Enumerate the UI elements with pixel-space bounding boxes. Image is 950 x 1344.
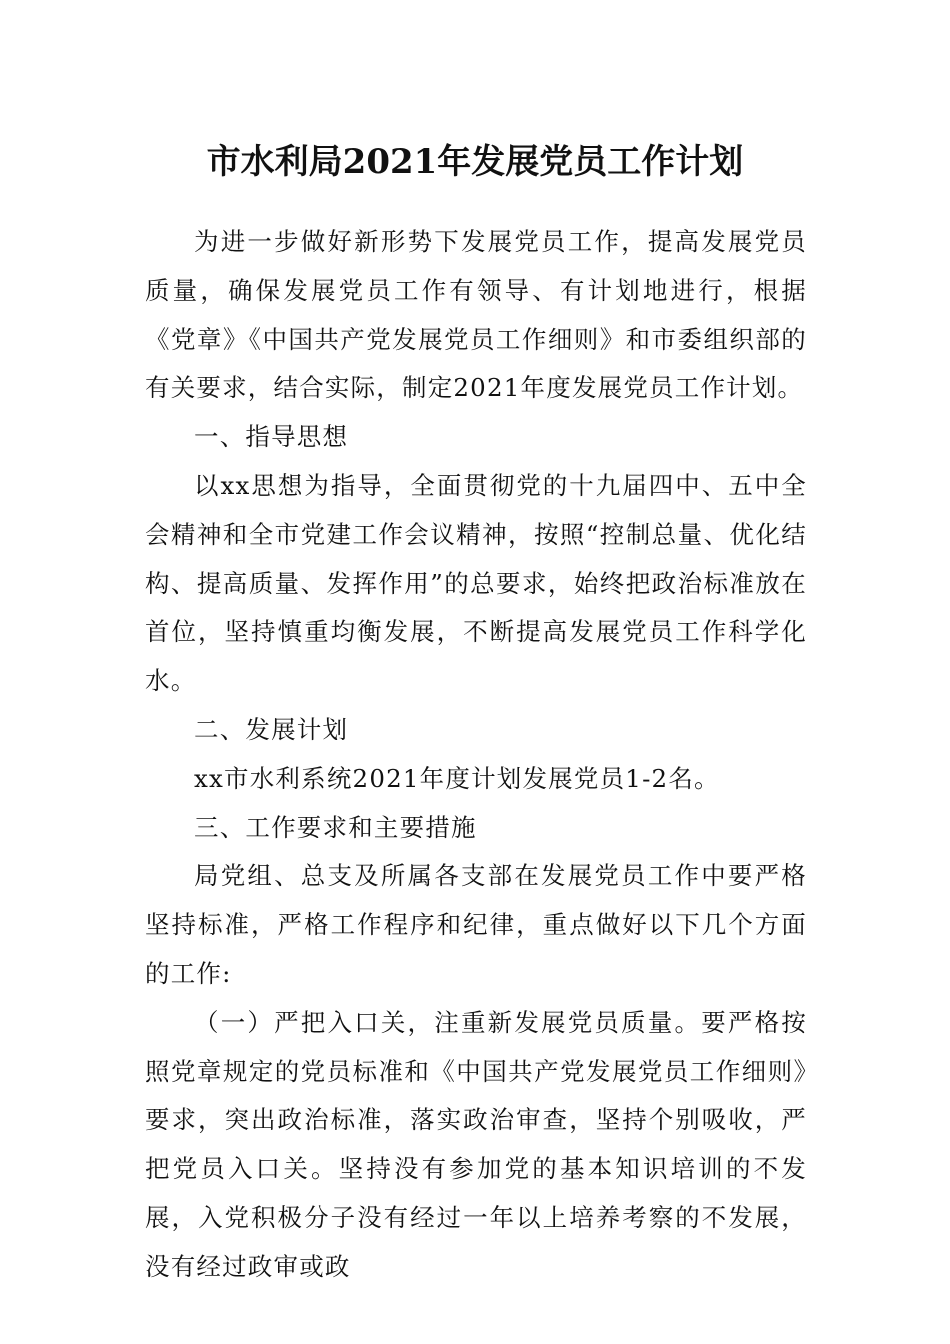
document-body	[145, 218, 807, 1292]
document-title: 市水利局2021年发展党员工作计划	[206, 142, 744, 182]
paragraph-work-requirements: 局党组、总支及所属各支部在发展党员工作中要严格坚持标准，严格工作程序和纪律，重点做好以下几个方面的工作:	[145, 861, 807, 988]
heading-work-requirements: 三、工作要求和主要措施	[194, 812, 477, 842]
paragraph-development-plan: xx市水利系统2021年度计划发展党员1-2名。	[194, 763, 720, 793]
paragraph-guiding-ideology: 以xx思想为指导，全面贯彻党的十九届四中、五中全会精神和全市党建工作会议精神，按照“控制总量、优化结构、提高质量、发挥作用”的总要求，始终把政治标准放在首位，坚持慎重均衡发展，不断提高发展党员工作科学化水。	[145, 470, 807, 696]
paragraph-intro: 为进一步做好新形势下发展党员工作，提高发展党员质量，确保发展党员工作有领导、有计划地进行，根据《党章》《中国共产党发展党员工作细则》和市委组织部的有关要求，结合实际，制定2021年度发展党员工作计划。	[145, 227, 807, 403]
heading-guiding-ideology: 一、指导思想	[194, 422, 349, 452]
heading-development-plan: 二、发展计划	[194, 714, 349, 744]
paragraph-entry-control: （一）严把入口关，注重新发展党员质量。要严格按照党章规定的党员标准和《中国共产党发展党员工作细则》要求，突出政治标准，落实政治审查，坚持个别吸收，严把党员入口关。坚持没有参加党的基本知识培训的不发展，入党积极分子没有经过一年以上培养考察的不发展，没有经过政审或政	[145, 1007, 807, 1281]
